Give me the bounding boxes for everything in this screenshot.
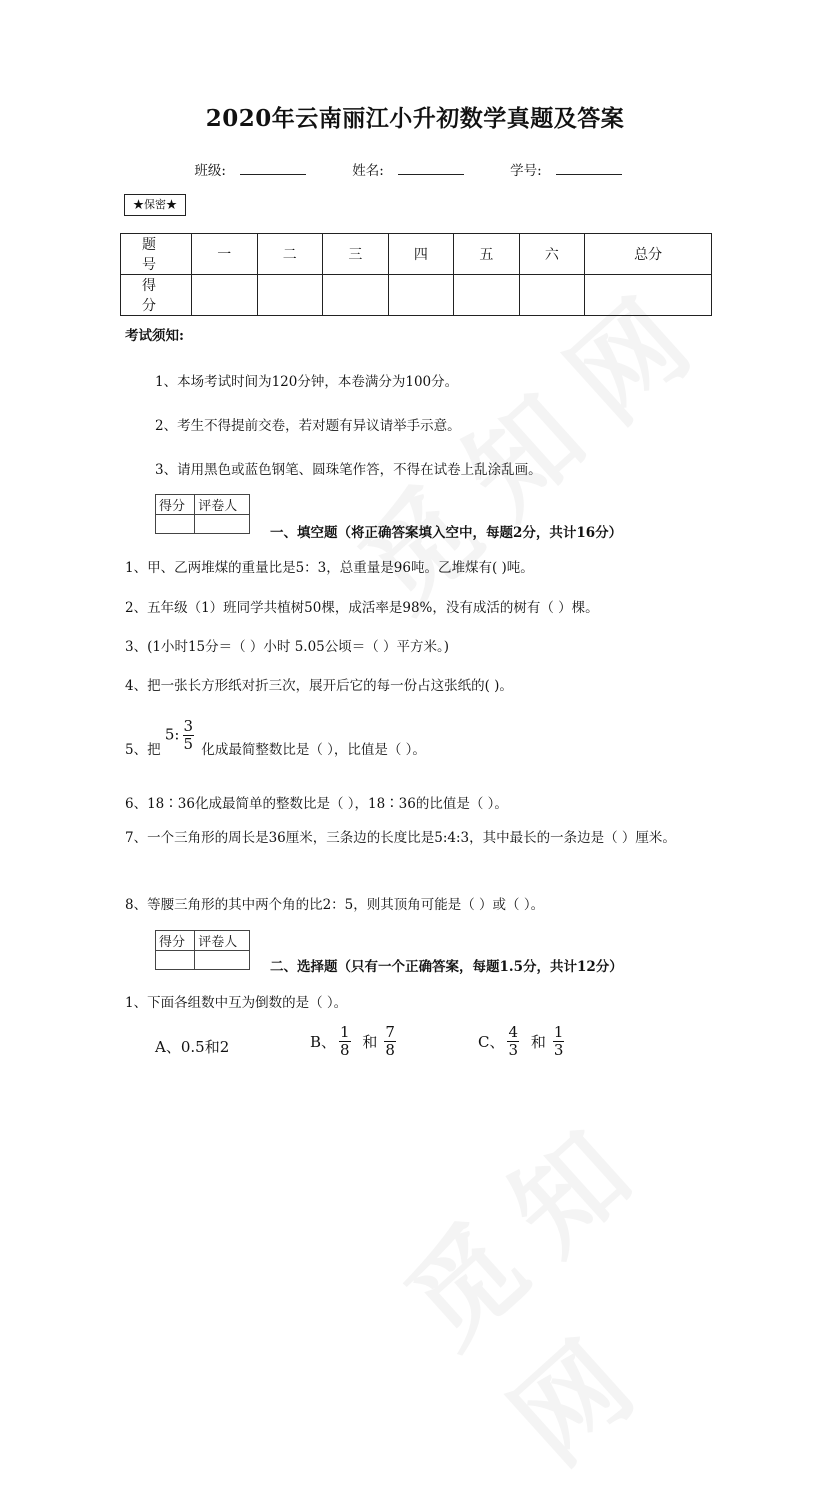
score-table — [120, 233, 712, 316]
score-cell[interactable] — [454, 275, 520, 316]
score-cell[interactable] — [585, 275, 712, 316]
page-title: 2020年云南丽江小升初数学真题及答案 — [205, 105, 625, 132]
grader-box — [155, 930, 250, 970]
table-cell: 六 — [519, 234, 585, 275]
score-cell[interactable] — [257, 275, 323, 316]
grader-box-cell[interactable] — [156, 515, 195, 534]
note-item: 2、考生不得提前交卷，若对题有异议请举手示意。 — [155, 418, 461, 434]
question: 1、下面各组数中互为倒数的是（ ）。 — [125, 995, 348, 1011]
grader-box — [155, 494, 250, 534]
question: 2、五年级（1）班同学共植树50棵，成活率是98%，没有成活的树有（ ）棵。 — [125, 600, 599, 616]
watermark — [367, 983, 830, 1492]
option-a[interactable]: A、0.5和2 — [155, 1038, 230, 1056]
question: 6、18∶36化成最简单的整数比是（ ），18∶36的比值是（ ）。 — [125, 796, 508, 812]
score-cell[interactable] — [388, 275, 454, 316]
table-row — [121, 234, 712, 275]
id-field[interactable]: 学号: — [510, 163, 636, 179]
name-field[interactable]: 姓名: — [352, 163, 478, 179]
table-cell: 二 — [257, 234, 323, 275]
table-cell: 得 分 — [121, 275, 192, 316]
question: 1、甲、乙两堆煤的重量比是5：3，总重量是96吨。乙堆煤有( )吨。 — [125, 560, 534, 576]
question: 4、把一张长方形纸对折三次，展开后它的每一份占这张纸的( )。 — [125, 678, 513, 694]
question: 5、把 5: $\frac{3}{5}$ 化成最简整数比是（ ），比值是（ ）。 — [125, 717, 426, 758]
question: 3、(1小时15分＝（ ）小时 5.05公顷＝（ ）平方米。) — [125, 639, 450, 655]
section1-heading: 一、填空题（将正确答案填入空中，每题2分，共计16分） — [270, 525, 623, 541]
grader-box-label: 得分 — [156, 495, 195, 515]
table-row — [121, 275, 712, 316]
notes-heading: 考试须知: — [125, 328, 184, 344]
ratio-expression: 5: $\frac{3}{5}$ — [164, 717, 194, 753]
section2-heading: 二、选择题（只有一个正确答案，每题1.5分，共计12分） — [270, 959, 623, 975]
grader-box-cell[interactable] — [195, 515, 250, 534]
table-cell: 五 — [454, 234, 520, 275]
grader-box-label: 评卷人 — [195, 495, 250, 515]
grader-box-label: 得分 — [156, 931, 195, 951]
question: 8、等腰三角形的其中两个角的比2：5，则其顶角可能是（ ）或（ ）。 — [125, 897, 545, 913]
score-cell[interactable] — [519, 275, 585, 316]
table-cell: 总分 — [585, 234, 712, 275]
option-b[interactable]: B、 $\frac{1}{8}$ 和 $\frac{7}{8}$ — [310, 1023, 395, 1059]
grader-box-label: 评卷人 — [195, 931, 250, 951]
table-cell: 四 — [388, 234, 454, 275]
score-cell[interactable] — [323, 275, 389, 316]
grader-box-cell[interactable] — [195, 951, 250, 970]
class-field[interactable]: 班级: — [194, 163, 320, 179]
table-cell: 一 — [192, 234, 258, 275]
table-cell: 题 号 — [121, 234, 192, 275]
option-c[interactable]: C、 $\frac{4}{3}$ 和 $\frac{1}{3}$ — [478, 1023, 564, 1059]
student-info — [0, 159, 830, 179]
note-item: 1、本场考试时间为120分钟，本卷满分为100分。 — [155, 374, 459, 390]
table-cell: 三 — [323, 234, 389, 275]
note-item: 3、请用黑色或蓝色钢笔、圆珠笔作答，不得在试卷上乱涂乱画。 — [155, 462, 542, 478]
grader-box-cell[interactable] — [156, 951, 195, 970]
question: 7、一个三角形的周长是36厘米，三条边的长度比是5:4:3，其中最长的一条边是（ ）厘米。 — [125, 830, 676, 846]
score-cell[interactable] — [192, 275, 258, 316]
confidential-stamp: ★保密★ — [124, 194, 186, 216]
